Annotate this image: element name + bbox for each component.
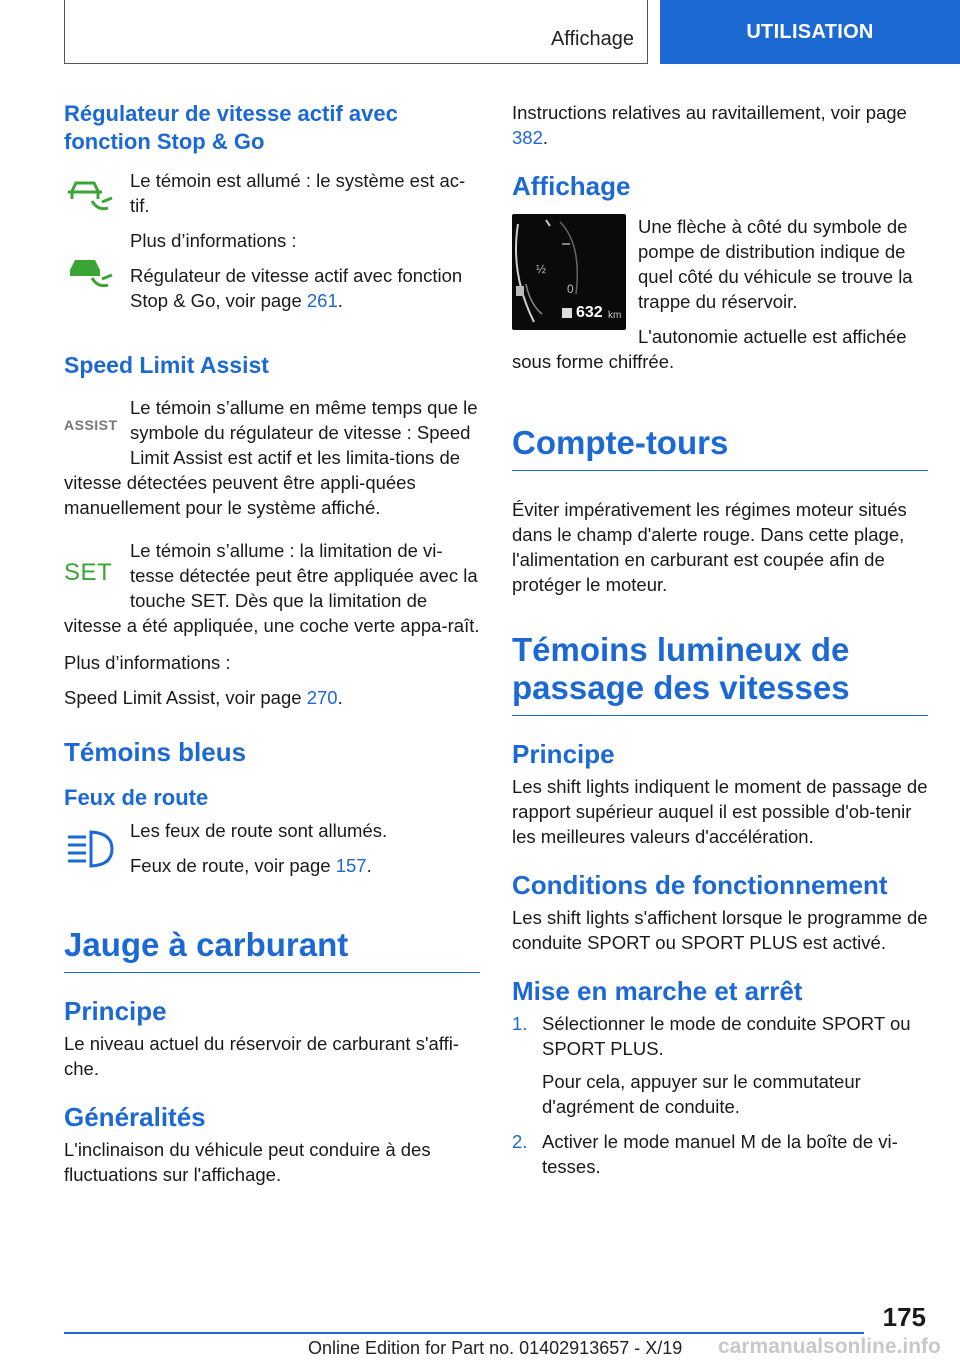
regulateur-text-3: Régulateur de vitesse actif avec fonction Stop & Go, voir page 261. [130, 265, 463, 311]
affichage-text-2: L'autonomie actuelle est affichée sous forme chiffrée. [512, 326, 907, 372]
cruise-control-outline-icon [64, 168, 130, 222]
jauge-principe-text: Le niveau actuel du réservoir de carburant s'affi-che. [64, 1033, 459, 1079]
regulateur-text-1: Le témoin est allumé : le système est ac-tif. [130, 170, 466, 216]
compte-tours-text: Éviter impérativement les régimes moteur situés dans le champ d'alerte rouge. Dans cette plage, l'alimentation en carburant est coupée afin de protéger le moteur. [512, 499, 907, 595]
footer-edition: Online Edition for Part no. 01402913657 - X/19 [308, 1338, 683, 1358]
conditions-text: Les shift lights s'affichent lorsque le programme de conduite SPORT ou SPORT PLUS est activé. [512, 907, 928, 953]
generalites-heading: Généralités [64, 1102, 206, 1132]
page-number: 175 [882, 1302, 926, 1332]
compte-tours-heading: Compte-tours [512, 424, 928, 471]
cruise-control-filled-icon [64, 228, 130, 316]
list-item: 1. Sélectionner le mode de conduite SPORT ou SPORT PLUS. Pour cela, appuyer sur le commutateur d'agrément de conduite. [512, 1013, 911, 1117]
gauge-range-unit: km [608, 310, 622, 321]
speed-limit-text-4: Speed Limit Assist, voir page 270. [64, 687, 343, 708]
right-principe-heading: Principe [512, 739, 615, 769]
right-principe-text: Les shift lights indiquent le moment de passage de rapport supérieur auquel il est possible d'ob-tenir les meilleures valeurs d'accélération. [512, 776, 928, 847]
regulateur-heading: Régulateur de vitesse actif avec fonction Stop & Go [64, 101, 398, 154]
gauge-range-value: 632 [576, 304, 603, 321]
page-link-261[interactable]: 261 [306, 290, 338, 311]
header-chapter-tab: UTILISATION [660, 0, 960, 64]
page-link-270[interactable]: 270 [306, 687, 338, 708]
affichage-heading: Affichage [512, 171, 631, 201]
instructions-text: Instructions relatives au ravitaillement, voir page 382. [512, 102, 907, 148]
speed-limit-text-3: Plus d’informations : [64, 652, 231, 673]
steps-list [512, 1011, 928, 1179]
list-item: 2. Activer le mode manuel M de la boîte de vi-tesses. [512, 1131, 898, 1177]
left-column [64, 100, 480, 1197]
regulateur-row-1 [64, 168, 480, 228]
regulateur-row-2 [64, 228, 480, 323]
generalites-text: L'inclinaison du véhicule peut conduire à des fluctuations sur l'affichage. [64, 1139, 431, 1185]
speed-limit-text-2: Le témoin s’allume : la limitation de vi-tesse détectée peut être appliquée avec la touche SET. Dès que la limitation de vitesse a été appliquée, une coche verte appa-raît. [64, 540, 480, 636]
temoins-lumineux-heading: Témoins lumineux de passage des vitesses [512, 631, 928, 716]
feux-text-1: Les feux de route sont allumés. [130, 820, 388, 841]
affichage-text-1: Une flèche à côté du symbole de pompe de distribution indique de quel côté du véhicule se trouve la trappe du réservoir. [638, 216, 913, 312]
conditions-heading: Conditions de fonctionnement [512, 870, 888, 900]
gauge-half-label: ½ [536, 262, 547, 276]
right-column [512, 100, 928, 1189]
feux-de-route-heading: Feux de route [64, 785, 209, 810]
high-beam-icon [64, 818, 130, 880]
affichage-block [512, 214, 928, 384]
header-section-title: Affichage [550, 28, 634, 50]
speed-limit-text-1: Le témoin s’allume en même temps que le symbole du régulateur de vitesse : Speed Limit Assist est actif et les limita-tions de vitesse détectées peuvent être appli-quées manuellement pour le système affiché. [64, 397, 478, 518]
set-icon: SET [64, 559, 113, 586]
jauge-heading: Jauge à carburant [64, 926, 480, 973]
jauge-principe-heading: Principe [64, 996, 167, 1026]
speed-limit-block-2 [64, 538, 480, 638]
page-link-157[interactable]: 157 [335, 855, 367, 876]
mise-en-marche-heading: Mise en marche et arrêt [512, 976, 803, 1006]
watermark: carmanualsonline.info [718, 1335, 941, 1358]
feux-row [64, 818, 480, 888]
footer-rule [64, 1332, 864, 1334]
fuel-pump-icon [562, 308, 572, 318]
assist-icon: ASSIST [64, 417, 118, 433]
temoins-bleus-heading: Témoins bleus [64, 737, 247, 767]
fuel-gauge-image [512, 214, 626, 330]
regulateur-text-2: Plus d’informations : [130, 230, 297, 251]
page-link-382[interactable]: 382 [512, 127, 543, 148]
gauge-zero-label: 0 [567, 282, 574, 296]
speed-limit-block-1 [64, 395, 480, 520]
feux-text-2: Feux de route, voir page 157. [130, 855, 372, 876]
speed-limit-heading: Speed Limit Assist [64, 352, 269, 378]
